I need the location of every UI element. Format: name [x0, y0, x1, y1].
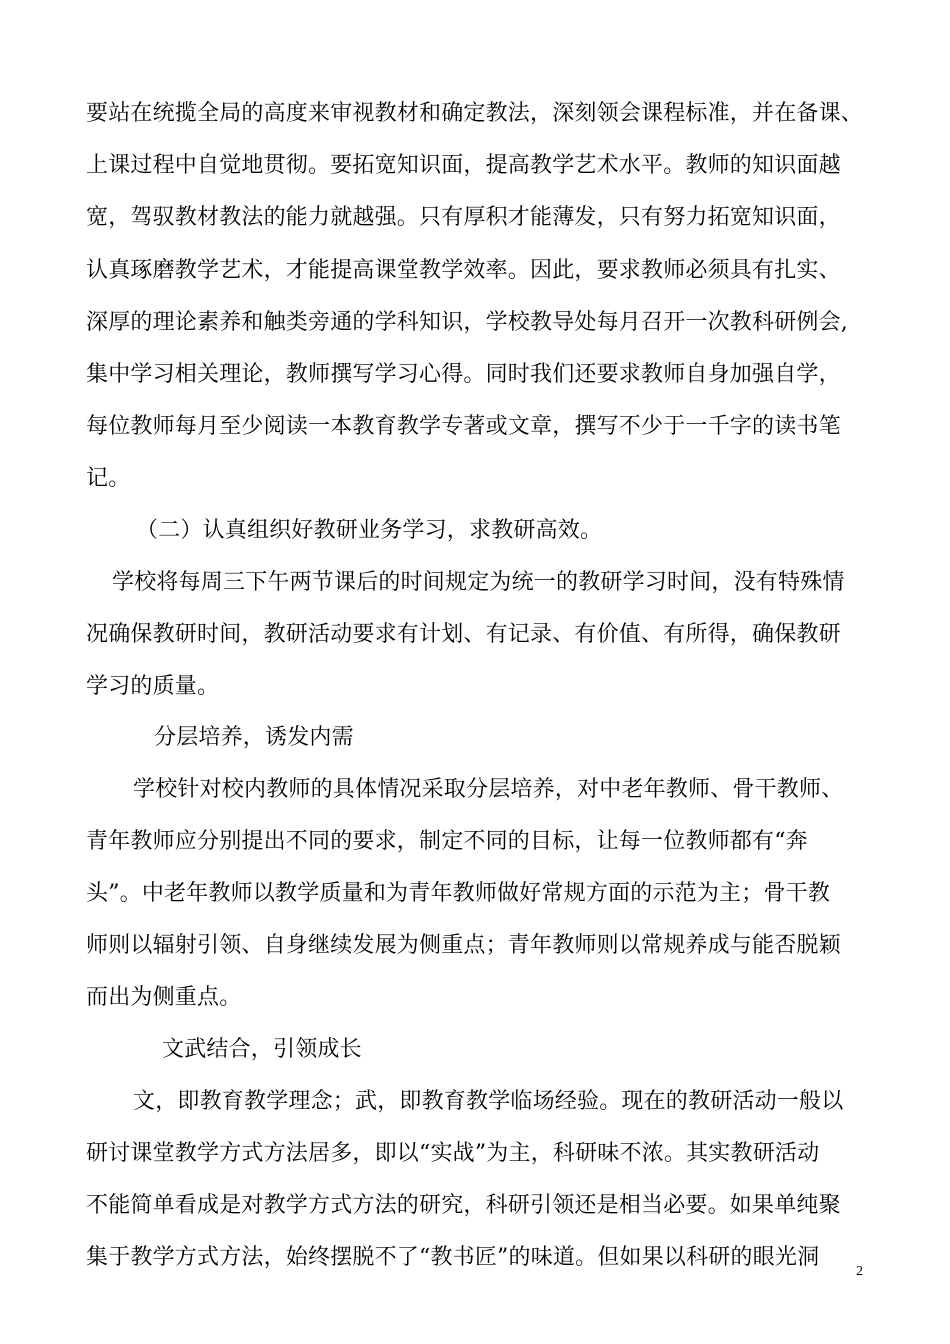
text-line: 不能简单看成是对教学方式方法的研究，科研引领还是相当必要。如果单纯聚: [86, 1193, 841, 1218]
text-line: 上课过程中自觉地贯彻。要拓宽知识面，提高教学艺术水平。教师的知识面越: [86, 153, 841, 178]
text-line: 深厚的理论素养和触类旁通的学科知识，学校教导处每月召开一次教科研例会,: [86, 310, 848, 335]
text-line: 要站在统揽全局的高度来审视教材和确定教法，深刻领会课程标准，并在备课、: [86, 101, 864, 126]
text-line: 集于教学方式方法，始终摆脱不了“教书匠”的味道。但如果以科研的眼光洞: [86, 1245, 820, 1270]
page-number: 2: [856, 1264, 863, 1279]
text-line: 认真琢磨教学艺术，才能提高课堂教学效率。因此，要求教师必须具有扎实、: [86, 258, 841, 283]
text-line: 宽，驾驭教材教法的能力就越强。只有厚积才能薄发，只有努力拓宽知识面，: [86, 205, 841, 230]
section-heading: （二）认真组织好教研业务学习，求教研高效。: [136, 518, 603, 543]
text-line: 头”。中老年教师以教学质量和为青年教师做好常规方面的示范为主；骨干教: [86, 881, 831, 906]
subheading: 文武结合，引领成长: [162, 1037, 362, 1062]
text-line: 记。: [86, 466, 131, 491]
subheading: 分层培养，诱发内需: [154, 725, 354, 750]
text-line: 而出为侧重点。: [86, 985, 242, 1010]
text-line: 集中学习相关理论，教师撰写学习心得。同时我们还要求教师自身加强自学，: [86, 362, 841, 387]
text-line: 师则以辐射引领、自身继续发展为侧重点；青年教师则以常规养成与能否脱颖: [86, 933, 841, 958]
text-line: 文，即教育教学理念；武，即教育教学临场经验。现在的教研活动一般以: [133, 1089, 844, 1114]
text-line: 青年教师应分别提出不同的要求，制定不同的目标，让每一位教师都有“奔: [86, 829, 808, 854]
text-line: 学校将每周三下午两节课后的时间规定为统一的教研学习时间，没有特殊情: [112, 570, 845, 595]
text-line: 研讨课堂教学方式方法居多，即以“实战”为主，科研味不浓。其实教研活动: [86, 1141, 820, 1166]
text-line: 学习的质量。: [86, 674, 220, 699]
text-line: 学校针对校内教师的具体情况采取分层培养，对中老年教师、骨干教师、: [133, 777, 844, 802]
text-line: 况确保教研时间，教研活动要求有计划、有记录、有价值、有所得，确保教研: [86, 622, 841, 647]
text-line: 每位教师每月至少阅读一本教育教学专著或文章，撰写不少于一千字的读书笔: [86, 414, 841, 439]
